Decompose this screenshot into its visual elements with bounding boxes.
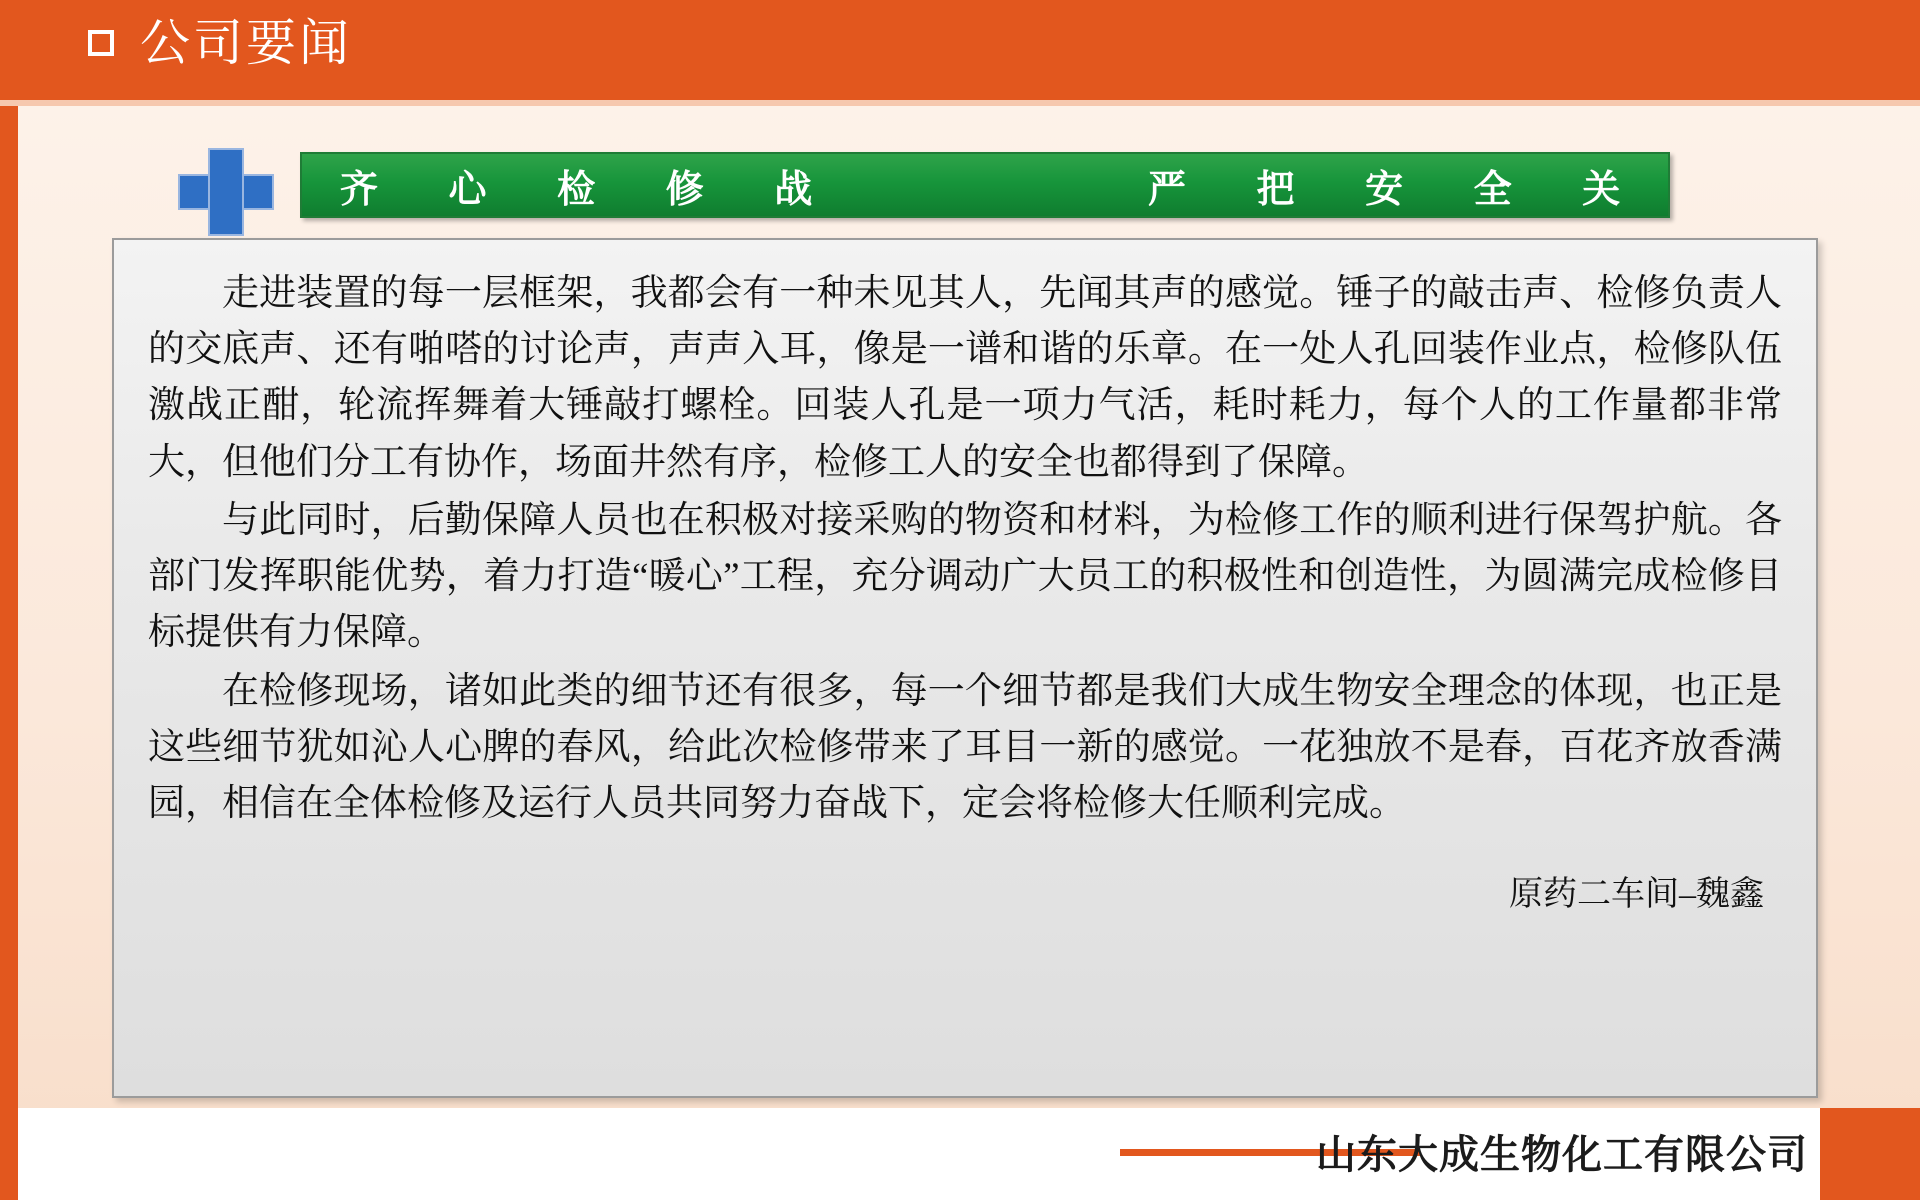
blue-cross-icon [178, 148, 274, 236]
paragraph-1: 走进装置的每一层框架，我都会有一种未见其人，先闻其声的感觉。锤子的敲击声、检修负责人的交底声、还有啪嗒的讨论声，声声入耳，像是一谱和谐的乐章。在一处人孔回装作业点，检修队伍激战正酣，轮流挥舞着大锤敲打螺栓。回装人孔是一项力气活，耗时耗力，每个人的工作量都非常大，但他们分工有协作，场面井然有序，检修工人的安全也都得到了保障。 [148, 273, 1782, 483]
article-headline-banner [300, 152, 1670, 218]
header-accent-line [0, 100, 1920, 106]
paragraph-3: 在检修现场，诸如此类的细节还有很多，每一个细节都是我们大成生物安全理念的体现，也正是这些细节犹如沁人心脾的春风，给此次检修带来了耳目一新的感觉。一花独放不是春，百花齐放香满园，相信在全体检修及运行人员共同努力奋战下，定会将检修大任顺利完成。 [148, 670, 1782, 825]
article-body [112, 238, 1818, 1098]
paragraph-2: 与此同时，后勤保障人员也在积极对接采购的物资和材料，为检修工作的顺利进行保驾护航。各部门发挥职能优势，着力打造“暖心”工程，充分调动广大员工的积极性和创造性，为圆满完成检修目标提供有力保障。 [148, 499, 1782, 654]
headline-right: 严 把 安 全 关 [1148, 168, 1651, 211]
cross-vertical-bar [208, 148, 244, 236]
company-name: 山东大成生物化工有限公司 [1316, 1133, 1808, 1177]
article-byline: 原药二车间–魏鑫 [1509, 876, 1764, 914]
left-edge-strip [0, 0, 18, 1200]
header [88, 15, 352, 71]
headline-left: 齐 心 检 修 战 [340, 168, 843, 211]
page-title: 公司要闻 [140, 15, 352, 71]
footer-left-accent [0, 1108, 18, 1200]
square-bullet-icon [88, 30, 114, 56]
footer-right-accent [1820, 1108, 1920, 1200]
